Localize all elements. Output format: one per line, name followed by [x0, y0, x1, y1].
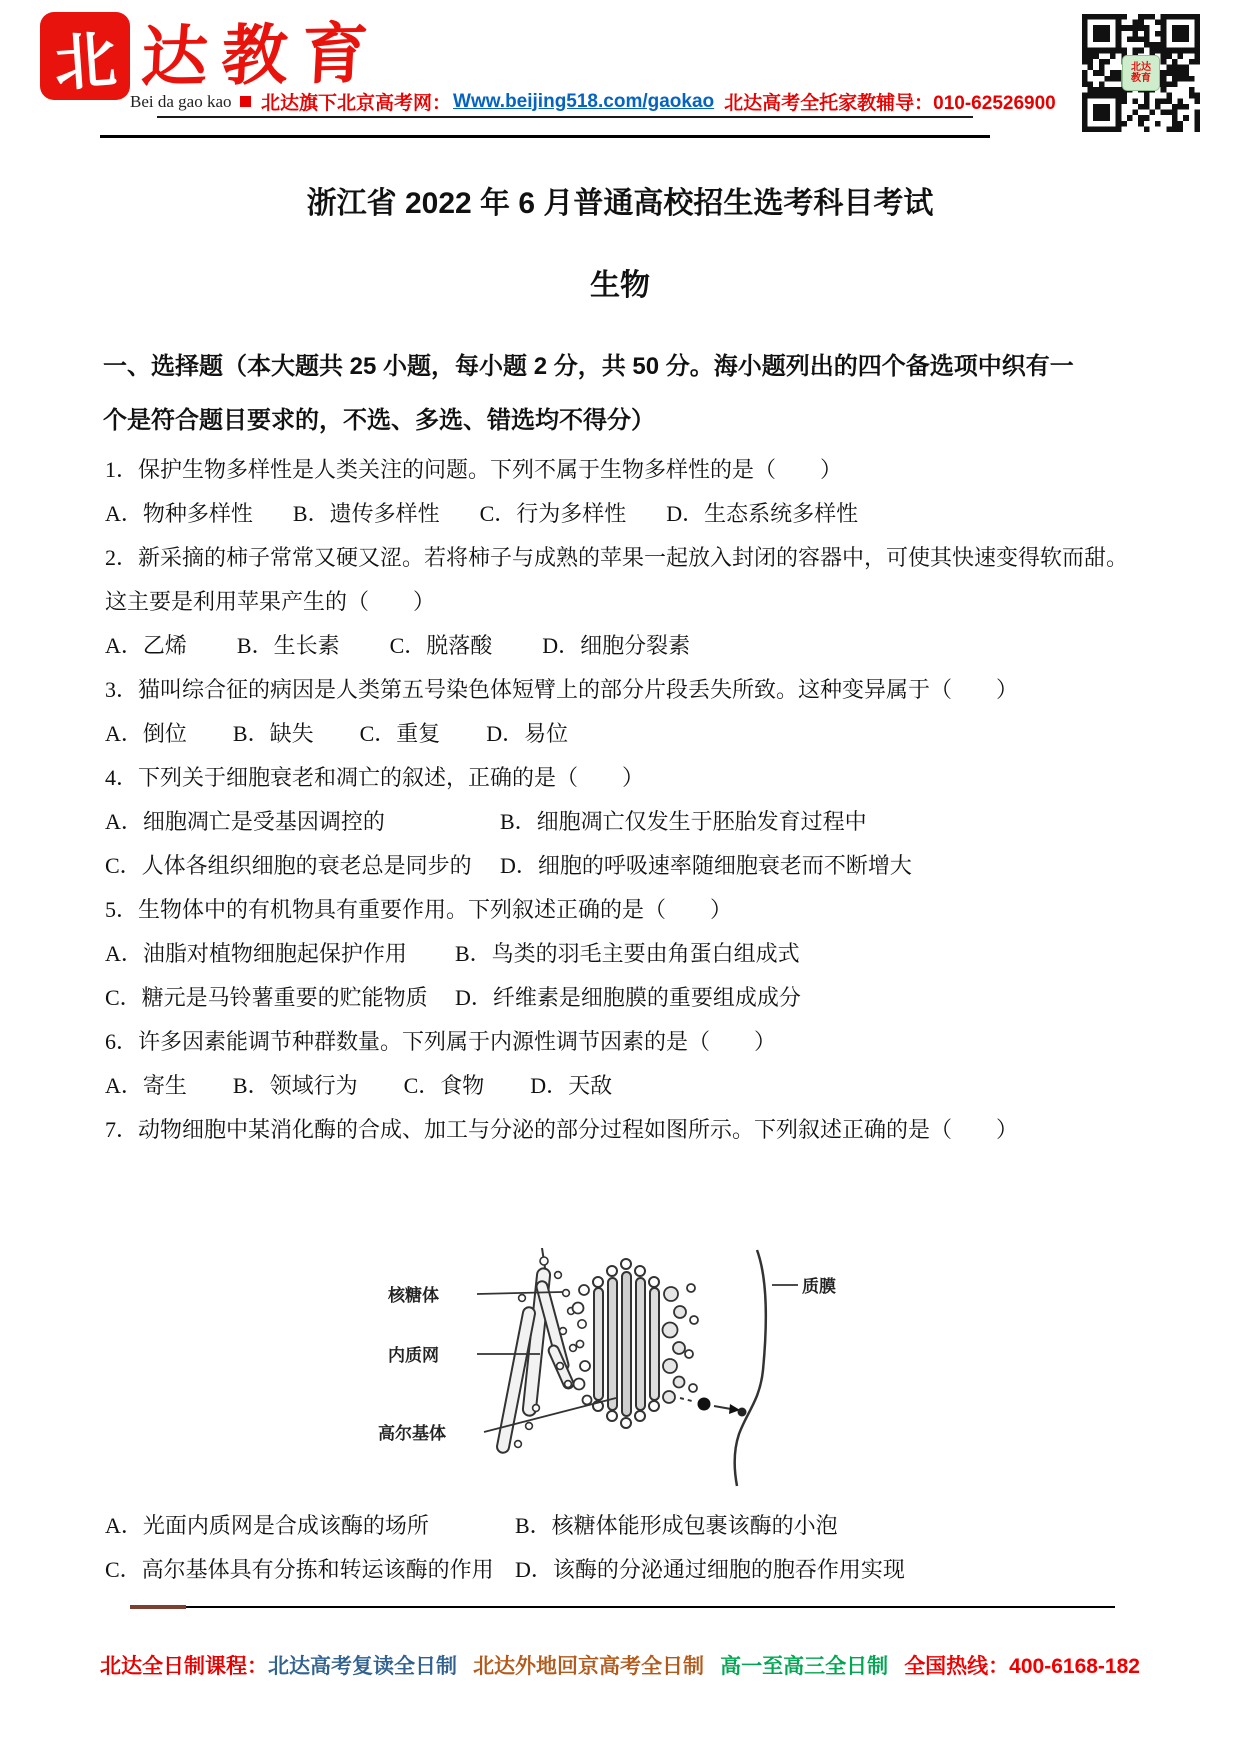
question-7-options — [100, 1504, 1140, 1592]
option-c: C．人体各组织细胞的衰老总是同步的 — [105, 853, 472, 878]
option-a: A．物种多样性 — [105, 501, 253, 526]
secretory-vesicle-dot — [698, 1398, 711, 1411]
secretion-path — [680, 1398, 747, 1417]
qr-code — [1080, 14, 1202, 132]
logo-calligraphy-text: 达教育 — [139, 13, 384, 97]
page-footer — [100, 1650, 1140, 1680]
gaokao-site-link[interactable]: Www.beijing518.com/gaokao — [453, 90, 715, 112]
option-c: C．食物 — [403, 1073, 485, 1098]
option-d: D．纤维素是细胞膜的重要组成成分 — [455, 985, 801, 1010]
question-text: 7．动物细胞中某消化酶的合成、加工与分泌的部分过程如图所示。下列叙述正确的是（ ） — [105, 1117, 1019, 1142]
red-square-bullet-icon — [240, 96, 251, 107]
question-text: 6．许多因素能调节种群数量。下列属于内源性调节因素的是（ ） — [105, 1029, 777, 1054]
footer-hotline: 全国热线：400-6168-182 — [904, 1655, 1140, 1678]
qr-finder-top-left — [1082, 14, 1121, 53]
option-a: A．细胞凋亡是受基因调控的 — [105, 809, 385, 834]
qr-label-line1: 北达 — [1131, 62, 1151, 73]
option-c: C．脱落酸 — [389, 633, 493, 658]
golgi-label: 高尔基体 — [378, 1424, 446, 1443]
seal-character: 北 — [51, 22, 119, 100]
option-row — [100, 800, 1140, 844]
option-b: B．核糖体能形成包裹该酶的小泡 — [515, 1513, 838, 1538]
page-header — [0, 0, 1240, 140]
question-7 — [100, 1108, 1140, 1592]
exam-title: 浙江省 2022 年 6 月普通高校招生选考科目考试 — [306, 187, 934, 220]
question-text: 4．下列关于细胞衰老和凋亡的叙述，正确的是（ ） — [105, 765, 645, 790]
option-b: B．细胞凋亡仅发生于胚胎发育过程中 — [500, 809, 867, 834]
option-d: D．天敌 — [530, 1073, 613, 1098]
question-6 — [100, 1020, 1140, 1108]
membrane-label: 质膜 — [802, 1277, 836, 1296]
question-1 — [100, 448, 1140, 536]
option-row — [100, 712, 1140, 756]
membrane-fusion-dot — [738, 1408, 747, 1417]
golgi-apparatus — [593, 1259, 659, 1428]
option-row — [100, 492, 1140, 536]
logo-pinyin: Bei da gao kao — [130, 92, 232, 111]
header-underline — [157, 116, 973, 118]
question-text: 1．保护生物多样性是人类关注的问题。下列不属于生物多样性的是（ ） — [105, 457, 843, 482]
footer-item-fulltime: 北达高考复读全日制 — [268, 1655, 457, 1678]
qr-finder-bottom-left — [1082, 93, 1121, 132]
option-b: B．鸟类的羽毛主要由角蛋白组成式 — [455, 941, 800, 966]
option-b: B．生长素 — [236, 633, 340, 658]
footer-divider-brown-segment — [130, 1605, 186, 1609]
option-row — [100, 624, 1140, 668]
question-text: 3．猫叫综合征的病因是人类第五号染色体短臂上的部分片段丢失所致。这种变异属于（ ） — [105, 677, 1019, 702]
cell-secretion-figure — [330, 1248, 890, 1488]
er-label: 内质网 — [388, 1346, 439, 1365]
ribosome-label: 核糖体 — [388, 1286, 439, 1305]
option-c: C．高尔基体具有分拣和转运该酶的作用 — [105, 1557, 494, 1582]
section-heading-line1: 一、选择题（本大题共 25 小题，每小题 2 分，共 50 分。海小题列出的四个备选项中织有一 — [103, 353, 1074, 380]
question-3 — [100, 668, 1140, 756]
footer-item-nonlocal: 北达外地回京高考全日制 — [473, 1655, 705, 1678]
question-text-continued: 这主要是利用苹果产生的（ ） — [105, 589, 436, 614]
option-a: A．油脂对植物细胞起保护作用 — [105, 941, 407, 966]
option-d: D．细胞的呼吸速率随细胞衰老而不断增大 — [500, 853, 912, 878]
option-c: C．重复 — [359, 721, 441, 746]
tutor-phone-info: 北达高考全托家教辅导：010-62526900 — [724, 93, 1056, 114]
figure-drawing — [330, 1248, 890, 1488]
exam-body — [0, 184, 1240, 1592]
option-d: D．该酶的分泌通过细胞的胞吞作用实现 — [515, 1557, 905, 1582]
qr-finder-top-right — [1161, 14, 1200, 53]
plasma-membrane-line — [735, 1250, 766, 1486]
option-b: B．缺失 — [232, 721, 314, 746]
option-a: A．乙烯 — [105, 633, 187, 658]
option-a: A．倒位 — [105, 721, 187, 746]
option-c: C．行为多样性 — [479, 501, 627, 526]
option-b: B．遗传多样性 — [292, 501, 440, 526]
section-heading-line2: 个是符合题目要求的，不选、多选、错选均不得分） — [103, 407, 655, 434]
option-d: D．易位 — [486, 721, 569, 746]
question-2 — [100, 536, 1140, 668]
question-4 — [100, 756, 1140, 888]
qr-center-label — [1122, 55, 1160, 91]
header-divider — [100, 135, 990, 138]
header-contact-line — [240, 88, 1056, 115]
section-heading — [100, 340, 1140, 448]
question-text: 5．生物体中的有机物具有重要作用。下列叙述正确的是（ ） — [105, 897, 733, 922]
option-d: D．生态系统多样性 — [666, 501, 859, 526]
exam-subject: 生物 — [590, 269, 650, 302]
option-row — [100, 932, 1140, 976]
option-row — [100, 844, 1140, 888]
qr-label-line2: 教育 — [1131, 73, 1151, 84]
footer-course-label: 北达全日制课程： — [100, 1655, 268, 1678]
option-row — [100, 1548, 1140, 1592]
option-a: A．寄生 — [105, 1073, 187, 1098]
option-b: B．领域行为 — [232, 1073, 358, 1098]
footer-item-grades: 高一至高三全日制 — [720, 1655, 889, 1678]
footer-divider — [130, 1606, 1115, 1608]
site-label: 北达旗下北京高考网： — [261, 93, 452, 114]
question-text: 2．新采摘的柿子常常又硬又涩。若将柿子与成熟的苹果一起放入封闭的容器中，可使其快速变得软而甜。 — [105, 545, 1129, 570]
option-c: C．糖元是马铃薯重要的贮能物质 — [105, 985, 428, 1010]
option-row — [100, 1064, 1140, 1108]
question-5 — [100, 888, 1140, 1020]
beida-seal-logo — [42, 14, 128, 98]
option-row — [100, 976, 1140, 1020]
option-a: A．光面内质网是合成该酶的场所 — [105, 1513, 429, 1538]
option-row — [100, 1504, 1140, 1548]
option-d: D．细胞分裂素 — [542, 633, 691, 658]
